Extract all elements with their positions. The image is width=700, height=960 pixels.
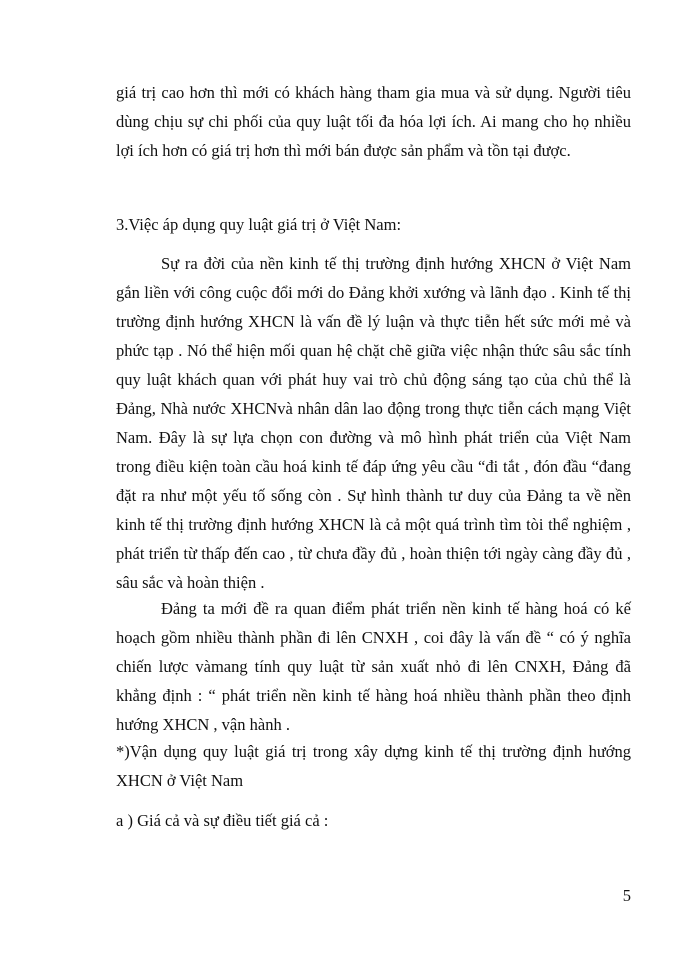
continuation-paragraph: giá trị cao hơn thì mới có khách hàng tham gia mua và sử dụng. Người tiêu dùng chịu sự chi phối của quy luật tối đa hóa lợi ích. Ai mang cho họ nhiều lợi ích hơn có giá trị hơn thì mới bán được sản phẩm và tồn tại được.: [116, 83, 631, 160]
body-paragraph-2: Đảng ta mới đề ra quan điểm phát triển nền kinh tế hàng hoá có kế hoạch gồm nhiều thành phần đi lên CNXH , coi đây là vấn đề “ có ý nghĩa chiến lược vàmang tính quy luật từ sản xuất nhỏ đi lên CNXH, Đảng đã khẳng định : “ phát triển nền kinh tế hàng hoá nhiều thành phần theo định hướng XHCN , vận hành .: [116, 599, 631, 734]
body-paragraph-1: Sự ra đời của nền kinh tế thị trường định hướng XHCN ở Việt Nam gắn liền với công cuộc đổi mới do Đảng khởi xướng và lãnh đạo . Kinh tế thị trường định hướng XHCN là vấn đề lý luận và thực tiễn hết sức mới mẻ và phức tạp . Nó thể hiện mối quan hệ chặt chẽ giữa việc nhận thức sâu sắc tính quy luật khách quan với phát huy vai trò chủ động sáng tạo của chủ thể là Đảng, Nhà nước XHCNvà nhân dân lao động trong thực tiễn cách mạng Việt Nam. Đây là sự lựa chọn con đường và mô hình phát triển của Việt Nam trong điều kiện toàn cầu hoá kinh tế đáp ứng yêu cầu “đi tắt , đón đầu “đang đặt ra như một yếu tố sống còn . Sự hình thành tư duy của Đảng ta về nền kinh tế thị trường định hướng XHCN là cả một quá trình tìm tòi thể nghiệm , phát triển từ thấp đến cao , từ chưa đầy đủ , hoàn thiện tới ngày càng đầy đủ , sâu sắc và hoàn thiện .: [116, 254, 631, 592]
body-paragraph-3: *)Vận dụng quy luật giá trị trong xây dựng kinh tế thị trường định hướng XHCN ở Việt Nam: [116, 742, 631, 790]
section-heading: 3.Việc áp dụng quy luật giá trị ở Việt Nam:: [116, 215, 402, 234]
subsection-heading: a ) Giá cả và sự điều tiết giá cả :: [116, 811, 329, 830]
page-number: 5: [622, 886, 631, 905]
